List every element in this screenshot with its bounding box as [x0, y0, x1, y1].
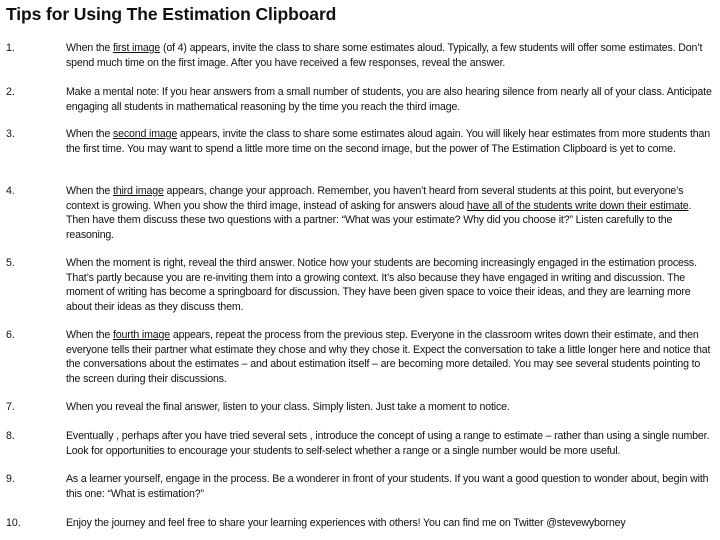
item-text-segment: When the moment is right, reveal the third answer. Notice how your students are becoming increasingly engaged in the estimation process. That’s partly because you are re-inviting them into a growing context. It’s also because they have engaged in writing and discussion. The moment of writing has become a springboard for discussion. They have been given space to voice their ideas, and they are learning more about their ideas as they discuss them. — [66, 257, 697, 313]
item-text-segment: . Then have them discuss these two questions with a partner: “What was your estimate? Why did you choose it?” Listen carefully to the reasoning. — [66, 199, 692, 241]
item-number: 7. — [6, 401, 15, 413]
item-text — [66, 184, 716, 242]
item-text — [66, 85, 716, 114]
item-text-segment: When you reveal the final answer, listen to your class. Simply listen. Just take a moment to notice. — [66, 401, 510, 413]
item-text — [66, 127, 716, 156]
underlined-phrase: third image — [112, 185, 164, 197]
item-text-segment: As a learner yourself, engage in the process. Be a wonderer in front of your students. If you want a good question to wonder about, begin with this one: “What is estimation?” — [66, 473, 709, 500]
item-text-segment: Enjoy the journey and feel free to share your learning experiences with others! You can find me on Twitter @stevewyborney — [66, 517, 626, 529]
item-number: 3. — [6, 128, 15, 140]
item-text-segment: appears, invite the class to share some estimates aloud again. You will likely hear estimates from more students than the first time. You may want to spend a little more time on the second image, but the power of The Estimation Clipboard is yet to come. — [66, 128, 710, 155]
item-number: 2. — [6, 86, 15, 98]
item-text-segment: appears, repeat the process from the previous step. Everyone in the classroom writes down their estimate, and then everyone tells their partner what estimate they chose and why they chose it. Expect the conversation to take a little longer here and notice that the conversations about the estimates – and about estimation itself – are becoming more detailed. You may see several students pointing to the screen during their discussions. — [66, 329, 711, 385]
item-number: 1. — [6, 42, 15, 54]
underlined-phrase: fourth image — [112, 329, 171, 341]
item-text — [66, 328, 716, 386]
item-text-segment: When the — [66, 329, 113, 341]
document-title: Tips for Using The Estimation Clipboard — [6, 4, 337, 24]
item-text-segment: When the — [66, 42, 113, 54]
item-text — [66, 472, 716, 501]
underlined-phrase: first image — [112, 42, 161, 54]
item-text — [66, 41, 716, 70]
item-text — [66, 400, 716, 415]
item-number: 6. — [6, 329, 15, 341]
item-number: 4. — [6, 185, 15, 197]
underlined-phrase: second image — [112, 128, 178, 140]
item-text-segment: (of 4) appears, invite the class to share some estimates aloud. Typically, a few students will offer some estimates. Don’t spend much time on the first image. After you have received a few responses, reveal the answer. — [66, 42, 703, 69]
item-number: 10. — [6, 517, 21, 529]
item-number: 9. — [6, 473, 15, 485]
underlined-phrase: have all of the students write down their estimate — [466, 199, 689, 212]
item-number: 5. — [6, 257, 15, 269]
item-number: 8. — [6, 430, 15, 442]
item-text — [66, 256, 716, 314]
item-text-segment: appears, change your approach. Remember, you haven’t heard from several students at this point, but everyone’s context is growing. When you show the third image, instead of asking for answers aloud — [66, 185, 684, 212]
item-text-segment: Make a mental note: If you hear answers from a small number of students, you are also hearing silence from nearly all of your class. Anticipate engaging all students in mathematical reasoning by the time you reach the third image. — [66, 86, 712, 113]
item-text — [66, 516, 716, 531]
item-text-segment: When the — [66, 185, 113, 197]
item-text-segment: When the — [66, 128, 113, 140]
item-text-segment: Eventually , perhaps after you have tried several sets , introduce the concept of using a range to estimate – rather than using a single number. Look for opportunities to encourage your students to self-select whether a range or a single number would be more useful. — [66, 430, 710, 457]
item-text — [66, 429, 716, 458]
